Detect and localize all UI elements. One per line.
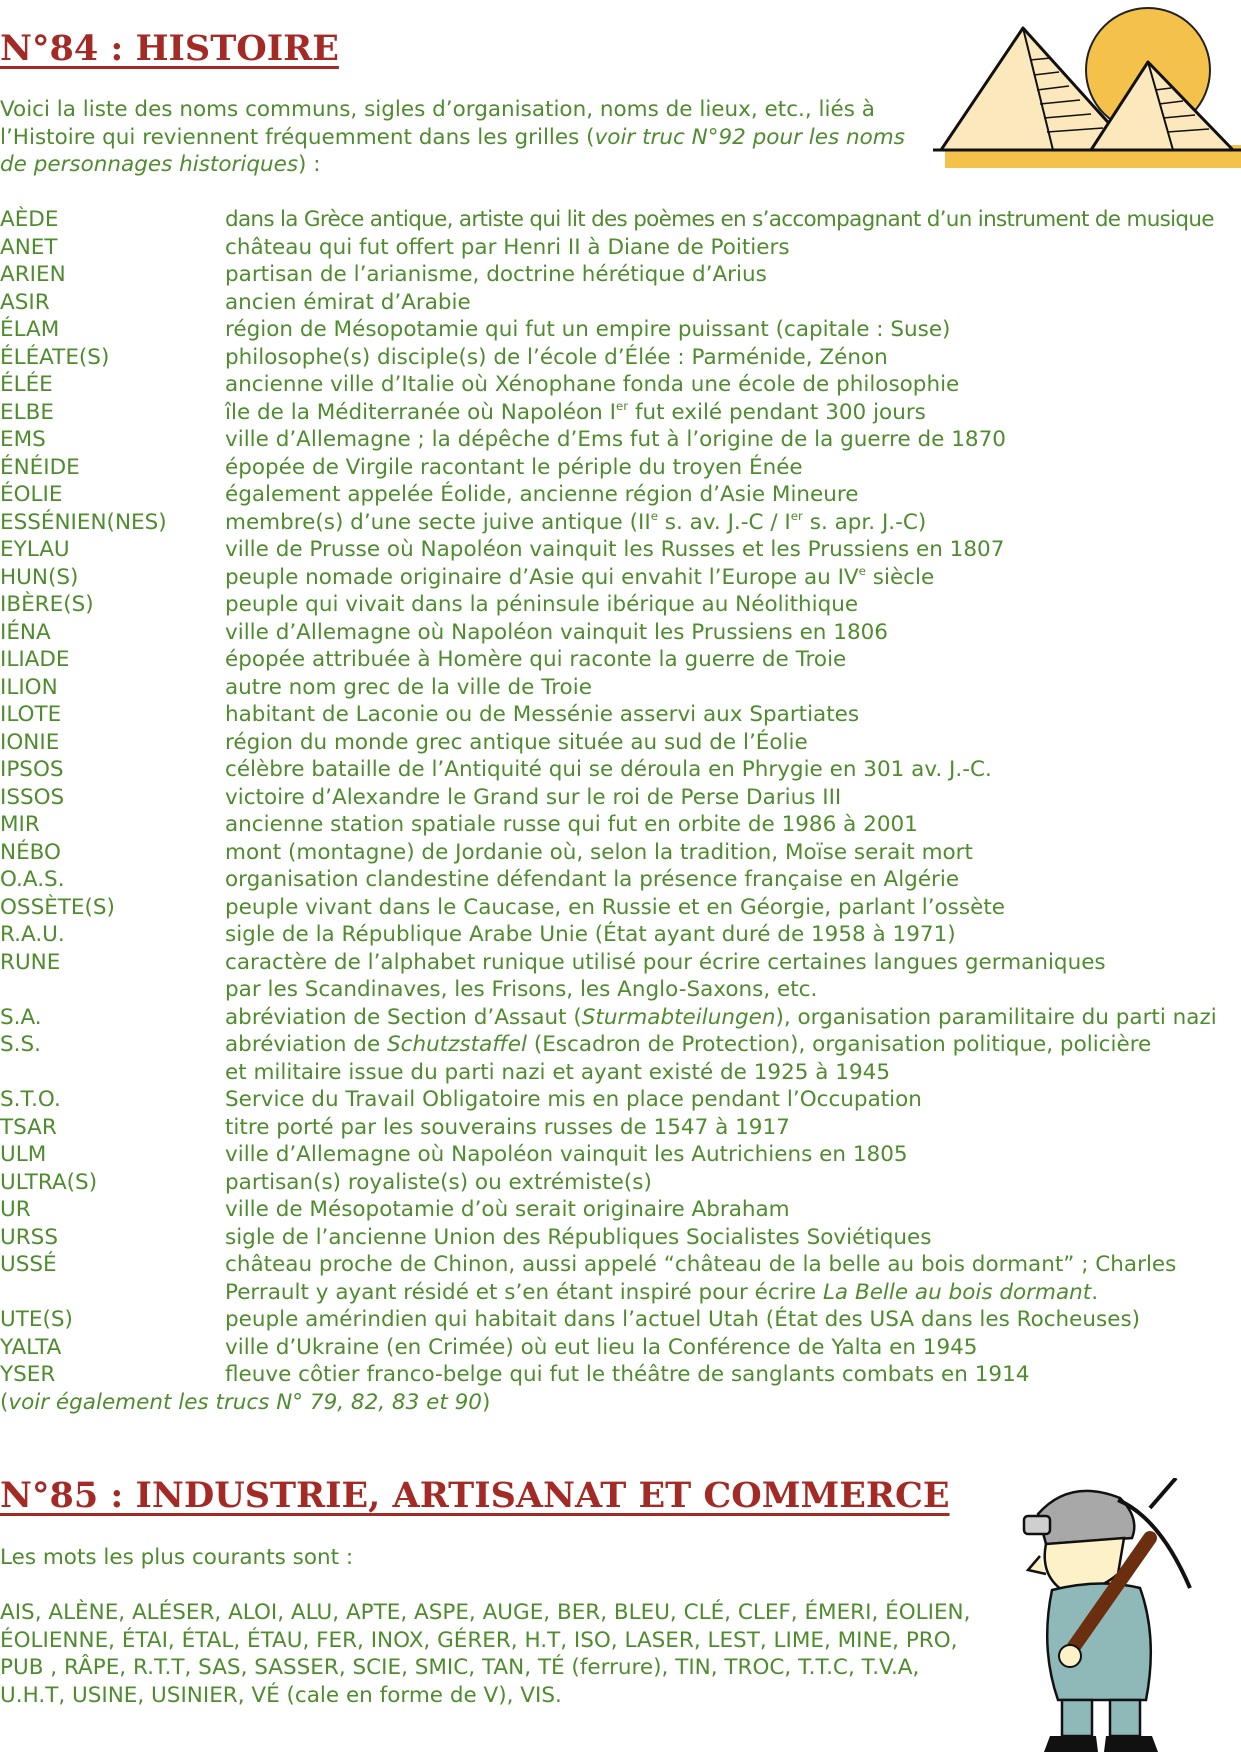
glossary-entry xyxy=(0,1224,1241,1252)
entry-term: HUN(S) xyxy=(0,564,79,590)
superscript: e xyxy=(858,563,866,578)
text-run: abréviation de xyxy=(225,1032,388,1057)
glossary-entry xyxy=(0,591,1241,619)
glossary-entry xyxy=(0,756,1241,784)
text-run: peuple nomade originaire d’Asie qui envahit l’Europe au IV xyxy=(225,564,859,590)
entry-definition xyxy=(225,1141,1241,1169)
entry-term: ILIADE xyxy=(0,647,70,672)
glossary-entry xyxy=(0,1031,1241,1059)
text-run: région du monde grec antique située au sud de l’Éolie xyxy=(225,729,808,755)
entry-term: ÉOLIE xyxy=(0,482,63,507)
entry-term: ULTRA(S) xyxy=(0,1169,98,1195)
glossary-entry xyxy=(0,646,1241,674)
text-run: ( xyxy=(0,1389,9,1415)
pyramids-sun-icon xyxy=(933,0,1241,168)
entry-term: YALTA xyxy=(0,1334,62,1360)
section-84-intro xyxy=(0,96,910,179)
text-run: victoire d’Alexandre le Grand sur le roi de Perse Darius III xyxy=(225,784,842,810)
entry-definition xyxy=(225,894,1241,922)
glossary-entry xyxy=(0,426,1241,454)
text-run: titre porté par les souverains russes de 1547 à 1917 xyxy=(225,1114,790,1140)
text-run: Service du Travail Obligatoire mis en place pendant l’Occupation xyxy=(225,1087,922,1112)
glossary-entry xyxy=(0,371,1241,399)
entry-term: ESSÉNIEN(NES) xyxy=(0,509,167,535)
entry-definition xyxy=(225,701,1241,729)
glossary-entry xyxy=(0,564,1241,592)
industry-word-list: AIS, ALÈNE, ALÉSER, ALOI, ALU, APTE, ASPE, AUGE, BER, BLEU, CLÉ, CLEF, ÉMERI, ÉOLIEN, ÉOLIENNE, ÉTAI, ÉTAL, ÉTAU, FER, INOX, GÉRER, H.T, ISO, LASER, LEST, LIME, MINE, PRO, PUB , RÂPE, R.T.T, SAS, SASSER, SCIE, SMIC, TAN, TÉ (ferrure), TIN, TROC, T.T.C, T.V.A, U.H.T, USINE, USINIER, VÉ (cale en forme de V), VIS. xyxy=(0,1600,971,1708)
entry-term: ARIEN xyxy=(0,262,66,287)
entry-term: RUNE xyxy=(0,949,61,975)
entry-term: YSER xyxy=(0,1362,56,1387)
entry-definition xyxy=(225,399,1241,427)
italic-text: voir également les trucs N° 79, 82, 83 et 90 xyxy=(8,1389,482,1415)
glossary-entry xyxy=(0,234,1241,262)
entry-definition xyxy=(225,1334,1241,1362)
entry-definition xyxy=(225,316,1241,344)
entry-term: ILION xyxy=(0,674,58,700)
entry-definition xyxy=(225,344,1241,372)
entry-definition xyxy=(225,1196,1241,1224)
glossary-entry xyxy=(0,839,1241,867)
glossary-entry xyxy=(0,811,1241,839)
text-run: Voici la liste des noms communs, sigles d’organisation, noms de lieux, etc., liés à l’Histoire qui reviennent fréquemment dans les grilles ( xyxy=(0,97,875,150)
glossary-entry xyxy=(0,206,1241,234)
entry-definition xyxy=(225,509,1241,537)
glossary-entry xyxy=(0,344,1241,372)
text-run: ancienne station spatiale russe qui fut en orbite de 1986 à 2001 xyxy=(225,812,918,837)
text-run: ) : xyxy=(298,152,321,177)
glossary-entry xyxy=(0,316,1241,344)
text-run: siècle xyxy=(865,564,935,590)
entry-term: USSÉ xyxy=(0,1252,57,1277)
italic-text: voir truc N°92 pour les noms de personnages historiques xyxy=(0,124,905,177)
entry-definition xyxy=(225,1114,1241,1142)
text-run: caractère de l’alphabet runique utilisé pour écrire certaines langues germaniques xyxy=(225,949,1106,975)
glossary-entry xyxy=(0,1169,1241,1197)
entry-term: S.A. xyxy=(0,1004,42,1030)
entry-definition xyxy=(225,784,1241,812)
text-run: célèbre bataille de l’Antiquité qui se déroula en Phrygie en 301 av. J.-C. xyxy=(225,757,992,782)
glossary-entry xyxy=(0,481,1241,509)
text-run: épopée de Virgile racontant le périple du troyen Énée xyxy=(225,454,803,480)
glossary-entry xyxy=(0,976,1241,1004)
text-run: organisation clandestine défendant la présence française en Algérie xyxy=(225,867,960,892)
glossary-entry xyxy=(0,1251,1241,1279)
entry-term: EYLAU xyxy=(0,537,70,562)
glossary-entry xyxy=(0,729,1241,757)
entry-term: MIR xyxy=(0,812,40,837)
entry-definition xyxy=(225,1279,1241,1307)
italic-text: La Belle au bois dormant xyxy=(822,1279,1092,1305)
entry-term: OSSÈTE(S) xyxy=(0,894,115,920)
entry-definition xyxy=(225,1169,1241,1197)
text-run: partisan(s) royaliste(s) ou extrémiste(s) xyxy=(225,1169,652,1195)
text-run: fleuve côtier franco-belge qui fut le théâtre de sanglants combats en 1914 xyxy=(225,1362,1030,1387)
entry-definition xyxy=(225,949,1241,977)
entry-definition xyxy=(225,261,1241,289)
entry-term: O.A.S. xyxy=(0,867,65,892)
entry-term: ÉNÉIDE xyxy=(0,454,80,480)
glossary-entry xyxy=(0,1361,1241,1389)
text-run: philosophe(s) disciple(s) de l’école d’Élée : Parménide, Zénon xyxy=(225,344,888,370)
entry-definition xyxy=(225,921,1241,949)
glossary-entry xyxy=(0,399,1241,427)
glossary-entry xyxy=(0,261,1241,289)
entry-definition xyxy=(225,619,1241,647)
text-run: ville de Prusse où Napoléon vainquit les Russes et les Prussiens en 1807 xyxy=(225,537,1005,562)
entry-term: IONIE xyxy=(0,729,60,755)
text-run: île de la Méditerranée où Napoléon I xyxy=(225,399,616,425)
entry-term: ILOTE xyxy=(0,702,62,727)
entry-definition xyxy=(225,371,1241,399)
entry-definition xyxy=(225,1306,1241,1334)
entry-term: R.A.U. xyxy=(0,922,65,947)
text-run: sigle de la République Arabe Unie (État ayant duré de 1958 à 1971) xyxy=(225,922,956,947)
entry-term: URSS xyxy=(0,1224,58,1250)
superscript: er xyxy=(790,508,803,523)
text-run: ancien émirat d’Arabie xyxy=(225,289,471,315)
entry-definition xyxy=(225,564,1241,592)
history-glossary xyxy=(0,206,1241,1416)
glossary-entry xyxy=(0,1306,1241,1334)
entry-definition xyxy=(225,646,1241,674)
entry-definition xyxy=(225,536,1241,564)
text-run: peuple vivant dans le Caucase, en Russie et en Géorgie, parlant l’ossète xyxy=(225,894,1005,920)
entry-term: IBÈRE(S) xyxy=(0,592,94,617)
entry-term xyxy=(0,1059,225,1087)
text-run: abréviation de Section d’Assaut ( xyxy=(225,1004,582,1030)
glossary-entry xyxy=(0,454,1241,482)
glossary-entry xyxy=(0,701,1241,729)
text-run: ville d’Allemagne où Napoléon vainquit les Autrichiens en 1805 xyxy=(225,1142,908,1167)
glossary-entry xyxy=(0,289,1241,317)
text-run: s. av. J.-C / I xyxy=(657,509,791,535)
entry-definition xyxy=(225,976,1241,1004)
text-run: sigle de l’ancienne Union des Républiques Socialistes Soviétiques xyxy=(225,1224,932,1250)
superscript: e xyxy=(650,508,658,523)
entry-definition xyxy=(225,674,1241,702)
text-run: mont (montagne) de Jordanie où, selon la tradition, Moïse serait mort xyxy=(225,839,973,865)
glossary-entry xyxy=(0,1059,1241,1087)
entry-definition xyxy=(225,426,1241,454)
text-run: également appelée Éolide, ancienne région d’Asie Mineure xyxy=(225,482,859,507)
entry-definition xyxy=(225,811,1241,839)
entry-term: EMS xyxy=(0,427,46,452)
text-run: ancienne ville d’Italie où Xénophane fonda une école de philosophie xyxy=(225,372,960,397)
text-run: château qui fut offert par Henri II à Diane de Poitiers xyxy=(225,234,790,260)
text-run: ville d’Allemagne ; la dépêche d’Ems fut à l’origine de la guerre de 1870 xyxy=(225,427,1006,452)
entry-term: ULM xyxy=(0,1142,47,1167)
text-run: autre nom grec de la ville de Troie xyxy=(225,674,592,700)
text-run: (Escadron de Protection), organisation politique, policière xyxy=(527,1032,1152,1057)
text-run: peuple amérindien qui habitait dans l’actuel Utah (État des USA dans les Rocheuses) xyxy=(225,1307,1141,1332)
glossary-entry xyxy=(0,619,1241,647)
glossary-entry xyxy=(0,1334,1241,1362)
section-85-intro: Les mots les plus courants sont : xyxy=(0,1545,354,1570)
glossary-entry xyxy=(0,1141,1241,1169)
glossary-entry xyxy=(0,894,1241,922)
text-run: et militaire issue du parti nazi et ayant existé de 1925 à 1945 xyxy=(225,1059,891,1085)
glossary-entry xyxy=(0,866,1241,894)
text-run: dans la Grèce antique, artiste qui lit des poèmes en s’accompagnant d’un instrument de musique xyxy=(225,207,1214,232)
text-run: région de Mésopotamie qui fut un empire puissant (capitale : Suse) xyxy=(225,317,951,342)
text-run: ville d’Ukraine (en Crimée) où eut lieu la Conférence de Yalta en 1945 xyxy=(225,1334,978,1360)
entry-term: S.S. xyxy=(0,1032,41,1057)
entry-term: UR xyxy=(0,1197,31,1222)
italic-text: Schutzstaffel xyxy=(387,1032,527,1057)
entry-definition xyxy=(225,206,1241,234)
entry-definition xyxy=(225,1059,1241,1087)
entry-term: ELBE xyxy=(0,399,54,425)
text-run: ville d’Allemagne où Napoléon vainquit les Prussiens en 1806 xyxy=(225,619,888,645)
text-run: . xyxy=(1091,1279,1099,1305)
entry-definition xyxy=(225,1361,1241,1389)
entry-term: ASIR xyxy=(0,289,50,315)
glossary-entry xyxy=(0,509,1241,537)
glossary-entry xyxy=(0,1279,1241,1307)
entry-definition xyxy=(225,756,1241,784)
entry-term: IPSOS xyxy=(0,757,64,782)
glossary-entry xyxy=(0,921,1241,949)
entry-term: ÉLÉATE(S) xyxy=(0,344,110,370)
text-run: fut exilé pendant 300 jours xyxy=(628,399,926,425)
entry-term xyxy=(0,1279,225,1307)
text-run: ) xyxy=(481,1389,491,1415)
entry-definition xyxy=(225,289,1241,317)
glossary-entry xyxy=(0,536,1241,564)
glossary-entry xyxy=(0,949,1241,977)
entry-definition xyxy=(225,729,1241,757)
entry-definition xyxy=(225,1224,1241,1252)
entry-term: TSAR xyxy=(0,1114,57,1140)
superscript: er xyxy=(615,398,629,413)
text-run: peuple qui vivait dans la péninsule ibérique au Néolithique xyxy=(225,592,859,617)
text-run: habitant de Laconie ou de Messénie asservi aux Spartiates xyxy=(225,702,860,727)
entry-definition xyxy=(225,1251,1241,1279)
entry-definition xyxy=(225,454,1241,482)
section-85-title: N°85 : INDUSTRIE, ARTISANAT ET COMMERCE xyxy=(0,1475,950,1516)
glossary-entry xyxy=(0,1004,1241,1032)
text-run: partisan de l’arianisme, doctrine hérétique d’Arius xyxy=(225,262,767,287)
entry-term: IÉNA xyxy=(0,619,51,645)
entry-definition xyxy=(225,1004,1241,1032)
glossary-entry xyxy=(0,1114,1241,1142)
glossary-entry xyxy=(0,674,1241,702)
glossary-entry xyxy=(0,1086,1241,1114)
glossary-entry xyxy=(0,1196,1241,1224)
entry-term: ISSOS xyxy=(0,784,65,810)
entry-definition xyxy=(225,234,1241,262)
text-run: château proche de Chinon, aussi appelé “château de la belle au bois dormant” ; Charles xyxy=(225,1252,1177,1277)
text-run: par les Scandinaves, les Frisons, les Anglo-Saxons, etc. xyxy=(225,977,818,1002)
text-run: ville de Mésopotamie d’où serait originaire Abraham xyxy=(225,1197,790,1222)
text-run: membre(s) d’une secte juive antique (II xyxy=(225,509,651,535)
entry-term: ÉLÉE xyxy=(0,372,53,397)
text-run: ), organisation paramilitaire du parti nazi xyxy=(775,1004,1217,1030)
entry-term: UTE(S) xyxy=(0,1307,73,1332)
text-run: s. apr. J.-C) xyxy=(802,509,927,535)
miner-with-pickaxe-icon xyxy=(1000,1478,1200,1754)
italic-text: Sturmabteilungen xyxy=(581,1004,776,1030)
entry-definition xyxy=(225,1031,1241,1059)
see-also-note xyxy=(0,1389,1241,1417)
entry-term: NÉBO xyxy=(0,839,61,865)
entry-term xyxy=(0,976,225,1004)
entry-definition xyxy=(225,481,1241,509)
entry-definition xyxy=(225,591,1241,619)
entry-definition xyxy=(225,866,1241,894)
entry-term: ÉLAM xyxy=(0,317,60,342)
entry-definition xyxy=(225,1086,1241,1114)
entry-term: ANET xyxy=(0,234,58,260)
text-run: épopée attribuée à Homère qui raconte la guerre de Troie xyxy=(225,647,847,672)
section-84-title: N°84 : HISTOIRE xyxy=(0,28,339,69)
entry-term: AÈDE xyxy=(0,207,59,232)
text-run: Perrault y ayant résidé et s’en étant inspiré pour écrire xyxy=(225,1279,823,1305)
entry-term: S.T.O. xyxy=(0,1087,61,1112)
entry-definition xyxy=(225,839,1241,867)
glossary-entry xyxy=(0,784,1241,812)
